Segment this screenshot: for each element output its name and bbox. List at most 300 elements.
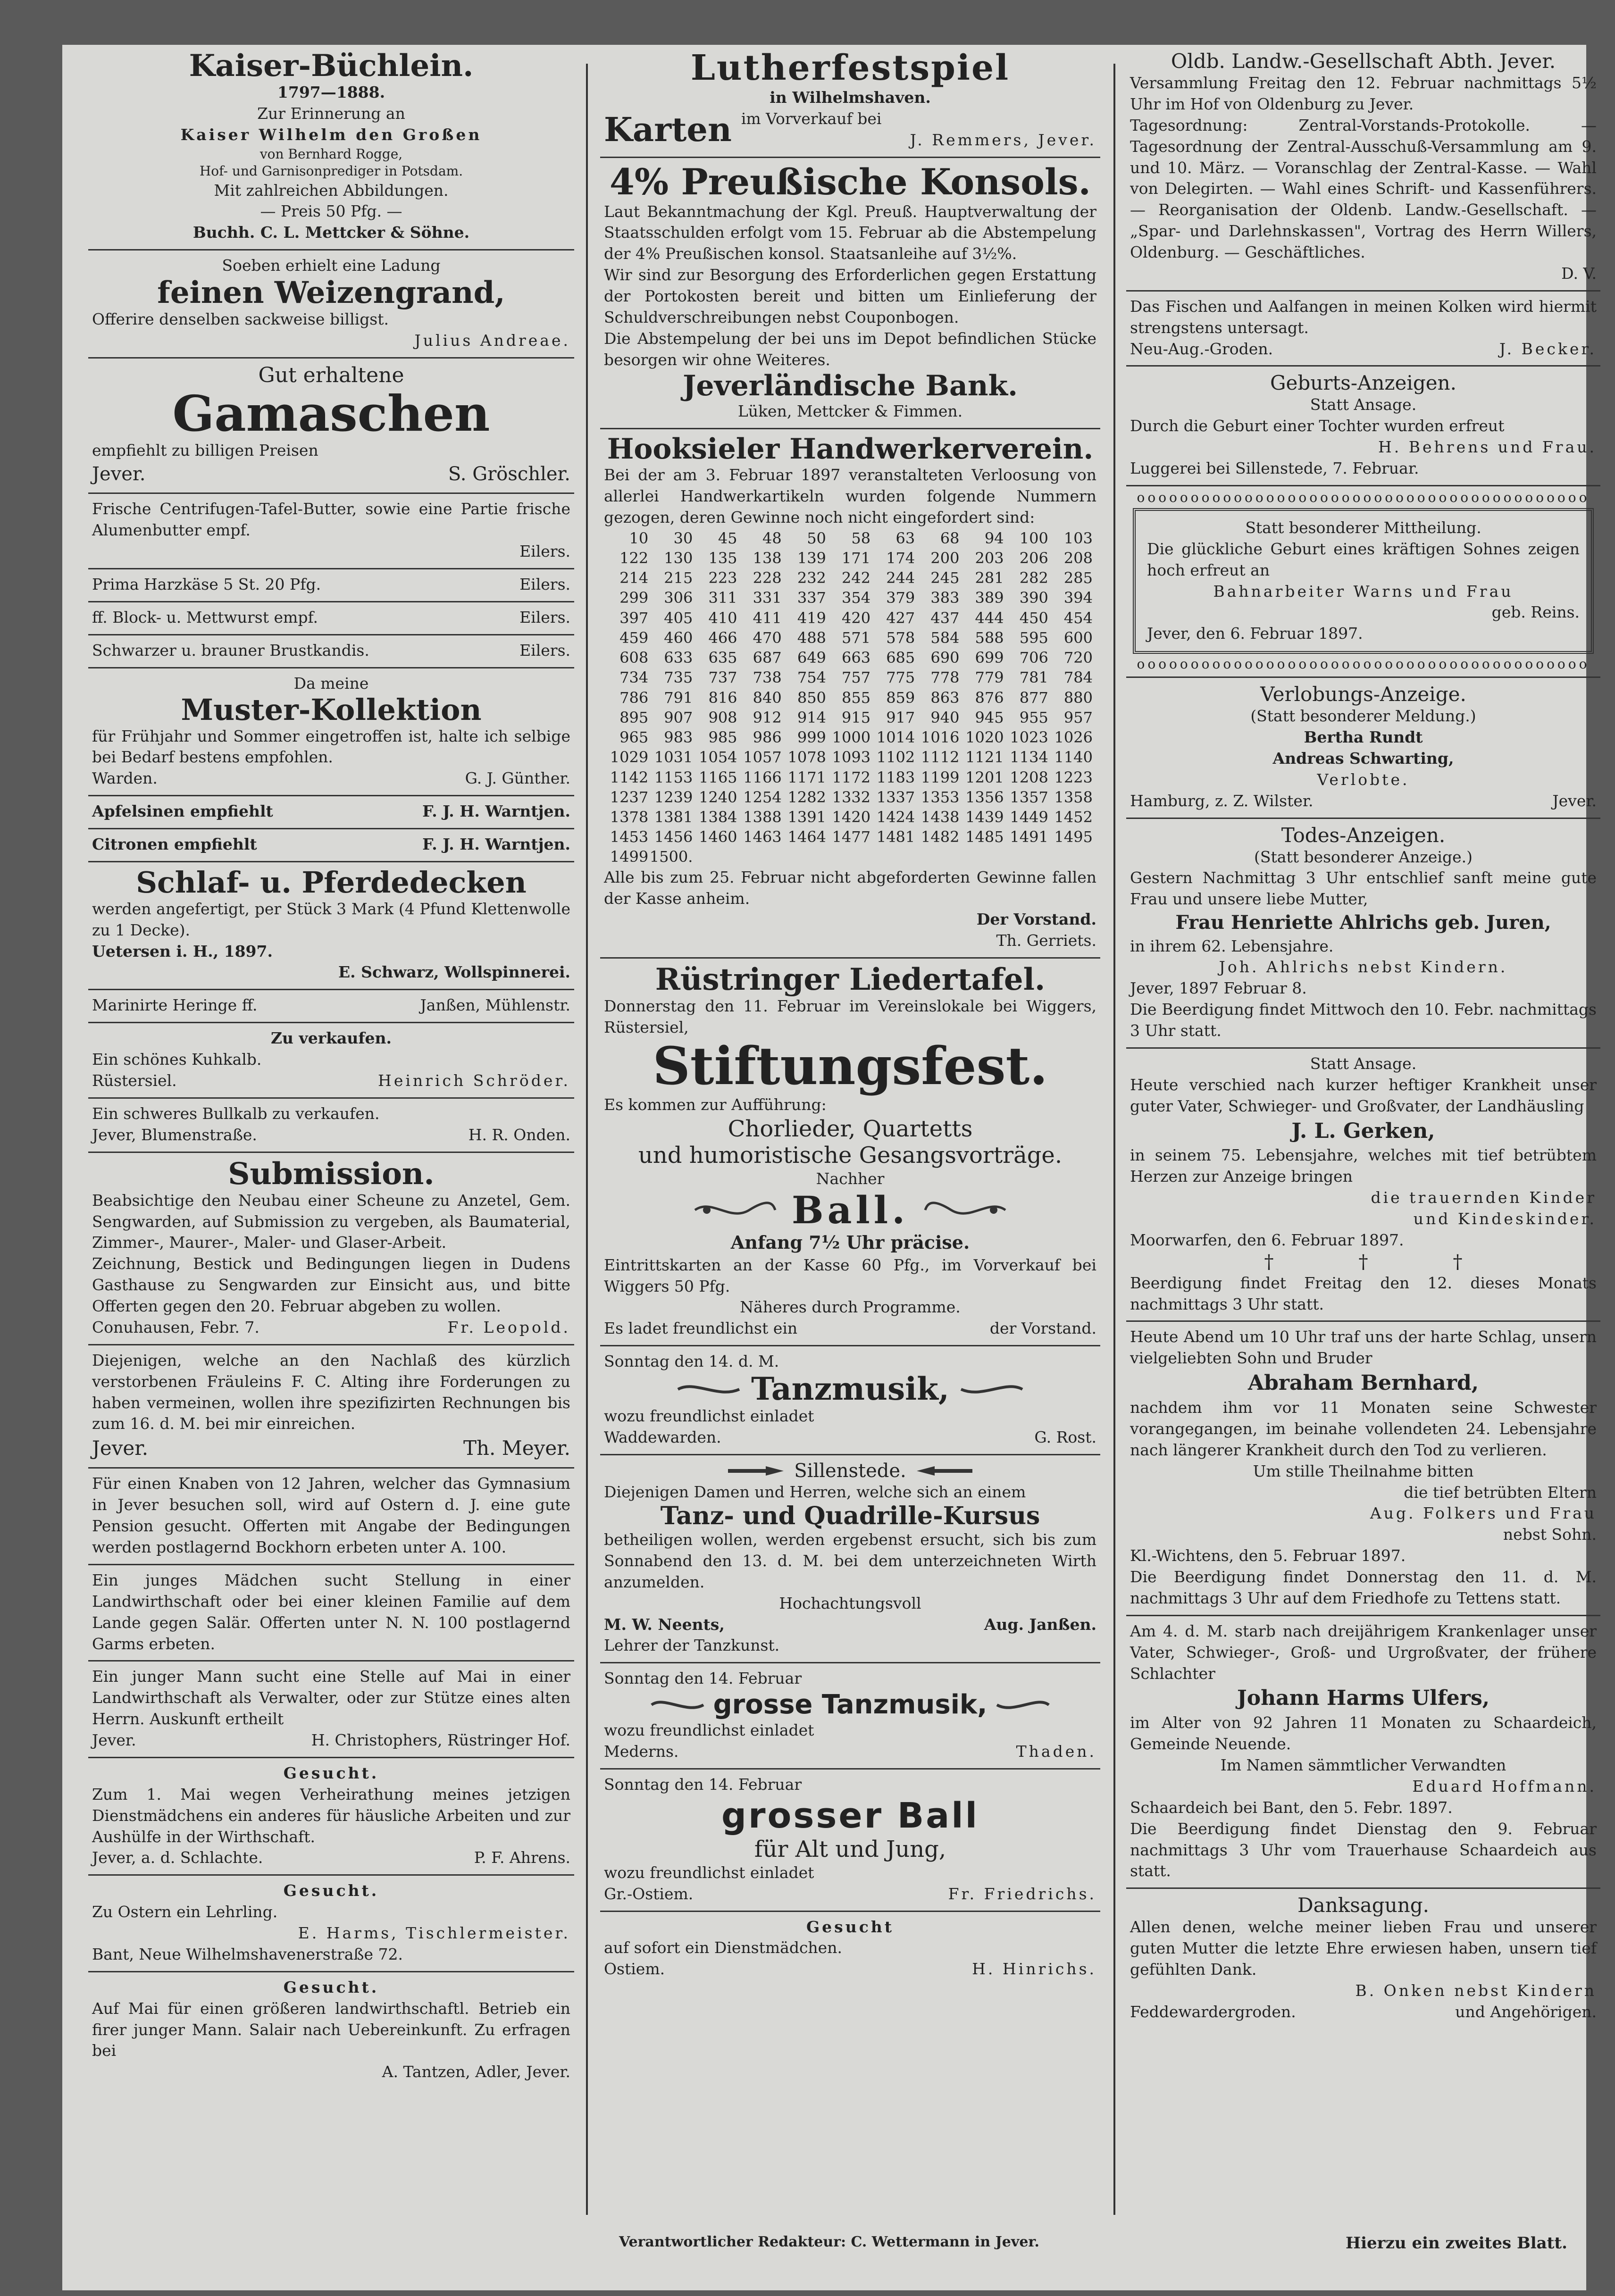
ad-gesucht-dienstmaedchen [88,1758,574,1876]
lottery-number: 791 [664,688,693,707]
lottery-number: 206 [1019,549,1048,567]
ad-title: Tanzmusik, [751,1370,949,1408]
lottery-number: 1449 [1010,808,1048,826]
lottery-number: 1171 [787,768,826,786]
lottery-number: 460 [664,628,693,647]
lottery-number: 1208 [1010,768,1048,786]
lottery-number: 1102 [876,748,915,767]
lottery-number: 1000 [832,728,871,747]
ad-place: Moorwarfen, den 6. Februar 1897. [1130,1230,1404,1249]
lottery-number: 410 [708,609,737,627]
lottery-number: 1499 [610,848,649,866]
ad-signature: Fr. Friedrichs. [948,1884,1096,1903]
ad-signature: Th. Gerriets. [996,931,1096,950]
lottery-number: 1121 [965,748,1004,767]
lottery-number: 908 [708,708,737,726]
ad-text: Schwarzer u. brauner Brustkandis. [92,641,369,660]
ad-line: Es ladet freundlichst ein [604,1319,798,1338]
ad-tanzmusik-waddewarden [600,1346,1100,1455]
ad-title: Lutherfestspiel [690,48,1010,88]
lottery-number: 1078 [787,748,826,767]
ad-kuhkalb [88,1023,574,1099]
ad-text: ff. Block- u. Mettwurst empf. [92,608,318,626]
lottery-number: 1332 [832,788,871,806]
ad-heading: Gesucht. [283,1978,379,1996]
lottery-number: 985 [708,728,737,747]
ad-text: Für einen Knaben von 12 Jahren, welcher das Gymnasium in Jever besuchen soll, wird auf Ostern d. J. eine gute Pension gesucht. Offerten mit Angabe der Bedingungen werden postlagernd Bockhorn erbeten unter A. 100. [92,1474,570,1557]
ad-text: in seinem 75. Lebensjahre, welches mit tief betrübtem Herzen zur Anzeige bringen [1130,1146,1597,1186]
lottery-number: 139 [797,549,826,567]
lottery-number: 397 [619,609,649,627]
lottery-number: 877 [1019,688,1048,707]
lottery-number: 1481 [876,828,915,846]
lottery-number: 10 [629,529,649,547]
lottery-number: 1054 [699,748,737,767]
ad-signature: H. R. Onden. [468,1125,570,1144]
cross-icon: † [1358,1251,1368,1273]
ad-line: Es kommen zur Aufführung: [604,1095,827,1114]
ad-line: wozu freundlichst einladet [604,1407,814,1426]
lottery-number: 245 [930,569,960,587]
lottery-number: 242 [842,569,871,587]
lottery-number: 1199 [921,768,960,786]
lottery-number: 208 [1063,549,1093,567]
ad-text: Ein schönes Kuhkalb. [92,1050,262,1069]
lottery-number: 1020 [965,728,1004,747]
ad-title: grosse Tanzmusik, [713,1689,987,1720]
ad-line: Soeben erhielt eine Ladung [222,256,441,275]
ad-gesucht-junger-mann [88,1972,574,2088]
lottery-number: 1424 [876,808,915,826]
lottery-number: 30 [673,529,693,547]
lottery-number: 608 [619,649,649,667]
ad-signature: und Kindeskinder. [1413,1209,1597,1228]
ad-line: wozu freundlichst einladet [604,1863,814,1882]
ad-signature: Buchh. C. L. Mettcker & Söhne. [192,223,470,242]
ornament-right-icon [995,1695,1051,1714]
ad-geburts-anzeigen [1126,367,1600,486]
lottery-number: 816 [708,688,737,707]
ad-title: Jeverländische Bank. [683,369,1018,402]
ad-place: Jever. [92,463,146,485]
lottery-number: 880 [1063,688,1093,707]
lottery-number: 1112 [921,748,960,767]
lottery-number: 389 [975,589,1004,607]
ad-name: Frau Henriette Ahlrichs geb. Juren, [1175,911,1551,934]
ad-text: Eintrittskarten an der Kasse 60 Pfg., im Vorverkauf bei Wiggers 50 Pfg. [604,1255,1096,1295]
newspaper-page [62,45,1597,2290]
crosses [1130,1251,1597,1273]
ad-text: Bei der am 3. Februar 1897 veranstalteten Verloosung von allerlei Handwerkartikeln wurden folgende Nummern gezogen, deren Gewinne noch nicht eingefordert sind: [604,466,1096,526]
ad-text: Ein junges Mädchen sucht Stellung in einer Landwirthschaft oder bei einer kleinen Familie auf dem Lande gegen Salär. Offerten unter N. N. 100 postlagernd Garms erbeten. [92,1570,570,1653]
ad-line: Näheres durch Programme. [740,1298,961,1317]
lottery-number: 1201 [965,768,1004,786]
lottery-number: 390 [1019,589,1048,607]
ornament-left-icon [676,1380,742,1399]
lottery-number: 174 [886,549,915,567]
lottery-number: 244 [886,569,915,587]
lottery-number: 94 [984,529,1004,547]
ad-grosser-ball-ostiem [600,1770,1100,1912]
lottery-number: 203 [975,549,1004,567]
lottery-number: 1237 [610,788,649,806]
lottery-number: 1134 [1010,748,1048,767]
lottery-number: 738 [753,668,782,687]
ad-signature: Th. Meyer. [463,1436,570,1460]
lottery-number: 1166 [743,768,782,786]
ad-signature: G. Rost. [1034,1428,1096,1447]
ad-line: Mit zahlreichen Abbildungen. [214,181,449,200]
ad-signature: Eilers. [519,542,570,561]
pointing-hand-left-icon [916,1464,972,1478]
ad-signature: Aug. Folkers und Frau [1370,1504,1597,1523]
lottery-number: 690 [930,649,960,667]
ad-place: Jever. [92,1731,136,1750]
ad-signature: und Angehörigen. [1455,2002,1597,2021]
ad-place: Jever, Blumenstraße. [92,1125,257,1144]
ad-signature: Janßen, Mühlenstr. [420,996,570,1015]
ad-place: Jever, den 6. Februar 1897. [1147,624,1363,643]
ad-text: Zum 1. Mai wegen Verheirathung meines jetzigen Dienstmädchens ein anderes für häusliche Arbeiten und zur Aushülfe in der Wirthschaft. [92,1785,570,1846]
ad-place: Jever. [1552,791,1597,810]
ad-text: Donnerstag den 11. Februar im Vereinslokale bei Wiggers, Rüstersiel, [604,997,1096,1037]
lottery-number: 450 [1019,609,1048,627]
ad-line: Anfang 7½ Uhr präcise. [730,1231,970,1253]
ad-signature: Der Vorstand. [976,910,1096,929]
ad-title: Oldb. Landw.-Gesellschaft Abth. Jever. [1171,50,1556,73]
lottery-number: 405 [664,609,693,627]
lottery-number: 633 [664,649,693,667]
ad-fischen-verbot [1126,292,1600,367]
lottery-number: 444 [975,609,1004,627]
ornament-right-icon [923,1198,1008,1222]
ad-signature: Heinrich Schröder. [378,1071,570,1090]
ad-signature: geb. Reins. [1491,603,1580,622]
ad-maedchen-stellung [88,1565,574,1662]
ad-line: Statt Ansage. [1310,1054,1417,1073]
ad-title: Submission. [228,1156,435,1192]
lottery-number: 63 [895,529,915,547]
ad-heading: Geburts-Anzeigen. [1270,371,1456,395]
ad-signature: Bahnarbeiter Warns und Frau [1213,582,1514,601]
lottery-number: 1391 [787,808,826,826]
ad-butter [88,494,574,569]
lottery-number: 955 [1019,708,1048,726]
column-middle [600,45,1100,2224]
lottery-number: 1357 [1010,788,1048,806]
lottery-number: 912 [753,708,782,726]
lottery-number: 200 [930,549,960,567]
ad-signature: Eilers. [519,608,570,626]
ad-title: Ball. [791,1187,909,1232]
ad-address: Bant, Neue Wilhelmshavenerstraße 72. [92,1945,403,1963]
lottery-number: 1031 [654,748,693,767]
lottery-number: 734 [619,668,649,687]
lottery-number: 1353 [921,788,960,806]
ad-date: Sonntag den 14. Februar [604,1775,802,1794]
ad-signature: nebst Sohn. [1503,1525,1597,1544]
ad-signature: S. Gröschler. [448,463,570,485]
lottery-number: 1165 [699,768,737,786]
ad-place: Waddewarden. [604,1428,721,1447]
lottery-number: 68 [940,529,960,547]
ad-line: Kaiser Wilhelm den Großen [180,125,482,144]
ad-todes-gerken [1126,1049,1600,1322]
lottery-number: 1223 [1054,768,1093,786]
lottery-number: 1358 [1054,788,1093,806]
lottery-number: 786 [619,688,649,707]
lottery-number: 135 [708,549,737,567]
ad-gamaschen [88,359,574,494]
lottery-number: 784 [1063,668,1093,687]
ad-line: Gut erhaltene [258,363,404,387]
ad-date: Sonntag den 14. d. M. [604,1352,779,1371]
ad-todes-ulfers [1126,1616,1600,1889]
lottery-number: 215 [664,569,693,587]
ad-heading: Zu verkaufen. [270,1029,392,1048]
column-rule [1113,64,1115,2215]
lottery-number: 663 [842,649,871,667]
lottery-number: 737 [708,668,737,687]
lottery-number: 1016 [921,728,960,747]
lottery-number: 917 [886,708,915,726]
lottery-number: 470 [753,628,782,647]
ad-name: Bertha Rundt [1304,728,1423,746]
lottery-number: 354 [842,589,871,607]
lottery-number: 1356 [965,788,1004,806]
ad-place: Gr.-Ostiem. [604,1884,694,1903]
column-left [88,45,574,2224]
lottery-number: 706 [1019,649,1048,667]
lottery-number: 419 [797,609,826,627]
column-right [1126,45,1600,2224]
lottery-number: 699 [975,649,1004,667]
ad-todes-bernhard [1126,1322,1600,1616]
ad-text: Die Beerdigung findet Mittwoch den 10. Febr. nachmittags 3 Uhr statt. [1130,1000,1597,1040]
ad-signature: D. V. [1561,264,1597,283]
ad-text: Wir sind zur Besorgung des Erforderlichen gegen Erstattung der Portokosten bereit und bitten um Einlieferung der Schuldverschreibungen nebst Couponbogen. [604,266,1096,326]
ad-line: Im Namen sämmtlicher Verwandten [1220,1756,1506,1774]
ad-ruestringer-liedertafel [600,959,1100,1346]
ad-text: Heute verschied nach kurzer heftiger Krankheit unser guter Vater, Schwieger- und Großvater, der Landhäusling [1130,1075,1597,1115]
lottery-number: 420 [842,609,871,627]
ad-text: werden angefertigt, per Stück 3 Mark (4 Pfund Klettenwolle zu 1 Decke). [92,899,570,939]
ad-text: Allen denen, welche meiner lieben Frau und unserer guten Mutter die letzte Ehre erwiesen haben, unsern tief gefühlten Dank. [1130,1918,1597,1979]
ad-heading: Gesucht [806,1917,895,1936]
ad-title: Muster-Kollektion [181,692,482,727]
lottery-number: 1014 [876,728,915,747]
lottery-number: 122 [619,549,649,567]
lottery-number: 427 [886,609,915,627]
ad-signature: Eduard Hoffmann. [1412,1777,1597,1795]
ad-signature: Eilers. [519,575,570,594]
lottery-number: 1452 [1054,808,1093,826]
ad-text: Am 4. d. M. starb nach dreijährigem Krankenlager unser Vater, Schwieger-, Groß- und Urgroßvater, der frühere Schlachter [1130,1621,1597,1683]
ad-place: Warden. [92,769,158,788]
dotted-border: oooooooooooooooooooooooooooooooooooooooooo [1137,658,1590,671]
ad-harzkaese [88,569,574,602]
lottery-number: 945 [975,708,1004,726]
ad-text: Das Fischen und Aalfangen in meinen Kolken wird hiermit strengstens untersagt. [1130,297,1597,337]
lottery-number: 1464 [787,828,826,846]
ad-signature: F. J. H. Warntjen. [422,835,570,854]
ad-signature: Aug. Janßen. [984,1615,1096,1634]
lottery-number: 282 [1019,569,1048,587]
ad-place: Jever. [92,1436,149,1460]
lottery-number: 957 [1063,708,1093,726]
lottery-number: 1183 [876,768,915,786]
ad-line: Nachher [816,1169,885,1188]
ad-place: Ostiem. [604,1960,665,1979]
ad-signature: die tief betrübten Eltern [1404,1483,1597,1502]
ad-title: Schlaf- u. Pferdedecken [136,865,527,900]
lottery-number: 1420 [832,808,871,826]
lottery-number: 48 [762,529,782,547]
ad-text: für Frühjahr und Sommer eingetroffen ist, halte ich selbige bei Bedarf bestens empfohlen. [92,726,570,767]
ad-mettwurst [88,602,574,635]
ad-oldb-landw-gesellschaft [1126,45,1600,292]
ad-text: Gestern Nachmittag 3 Uhr entschlief sanft meine gute Frau und unsere liebe Mutter, [1130,868,1597,909]
lottery-number: 454 [1063,609,1093,627]
lottery-number: 1140 [1054,748,1093,767]
ad-signature: Eilers. [519,641,570,660]
ad-text: Frische Centrifugen-Tafel-Butter, sowie eine Partie frische Alumenbutter empf. [92,500,570,540]
ad-text: Diejenigen Damen und Herren, welche sich an einem [604,1483,1026,1502]
bordered-notice [1133,508,1594,654]
lottery-number: 411 [753,609,782,627]
ad-title: Sillenstede. [794,1460,906,1482]
lottery-number: 1093 [832,748,871,767]
lottery-number: 383 [930,589,960,607]
ad-text: im Alter von 92 Jahren 11 Monaten zu Schaardeich, Gemeinde Neuende. [1130,1713,1597,1753]
ad-text: Die glückliche Geburt eines kräftigen Sohnes zeigen hoch erfreut an [1147,539,1580,579]
ad-title: grosser Ball [721,1795,979,1836]
lottery-number: 1460 [699,828,737,846]
ad-line: Statt Ansage. [1310,395,1417,414]
lottery-number: 214 [619,569,649,587]
ad-place: Uetersen i. H., 1897. [92,942,273,960]
lottery-number: 306 [664,589,693,607]
lottery-number: 986 [753,728,782,747]
ad-title: 4% Preußische Konsols. [609,160,1091,203]
lottery-number: 1172 [832,768,871,786]
pointing-hand-right-icon [728,1464,785,1478]
ad-signature: Joh. Ahlrichs nebst Kindern. [1219,958,1508,977]
ad-place: Jever, a. d. Schlachte. [92,1848,263,1867]
footer-editor: Verantwortlicher Redakteur: C. Wettermann in Jever. [619,2234,1039,2250]
ad-signature: E. Schwarz, Wollspinnerei. [338,963,570,982]
ad-text: Durch die Geburt einer Tochter wurden erfreut [1130,417,1505,435]
ad-title: Kaiser-Büchlein. [189,48,474,83]
lottery-number: 757 [842,668,871,687]
ad-place: Neu-Aug.-Groden. [1130,339,1273,358]
lottery-number: 649 [797,649,826,667]
lottery-number: 1026 [1054,728,1093,747]
ad-junger-mann [88,1661,574,1758]
lottery-number: 285 [1063,569,1093,587]
ad-line: von Bernhard Rogge, [259,146,403,162]
ad-name: Abraham Bernhard, [1247,1371,1479,1395]
ad-submission [88,1153,574,1345]
lottery-numbers [604,528,1096,867]
ad-nachlass-alting [88,1345,574,1469]
ad-text: Die Abstempelung der bei uns im Depot befindlichen Stücke besorgen wir ohne Weiteres. [604,329,1096,369]
ad-title: Karten [604,109,732,149]
lottery-number: 1491 [1010,828,1048,846]
ad-signature: B. Onken nebst Kindern [1355,1981,1597,2000]
ad-signature: H. Christophers, Rüstringer Hof. [311,1731,570,1750]
lottery-number: 223 [708,569,737,587]
lottery-number: 588 [975,628,1004,647]
ad-tanzkursus-sillenstede [600,1455,1100,1663]
ad-signature: E. Harms, Tischlermeister. [298,1924,570,1943]
ornament-right-icon [959,1380,1025,1399]
lottery-number: 855 [842,688,871,707]
ad-bullkalb [88,1099,574,1153]
ad-text: Diejenigen, welche an den Nachlaß des kürzlich verstorbenen Fräuleins F. C. Alting ihre Forderungen zu haben vermeinen, wollen ihre spezifizirten Rechnungen bis zum 16. d. M. bei mir einreichen. [92,1351,570,1433]
lottery-number: 584 [930,628,960,647]
ad-preussische-konsols [600,158,1100,430]
ad-signature: Thaden. [1016,1742,1096,1761]
ad-muster-kollektion [88,668,574,796]
ad-signature: J. Remmers, Jever. [910,130,1096,149]
ad-title: Stiftungsfest. [653,1035,1048,1097]
lottery-number: 720 [1063,649,1093,667]
lottery-number: 337 [797,589,826,607]
lottery-number: 999 [797,728,826,747]
lottery-number: 1142 [610,768,649,786]
lottery-number: 859 [886,688,915,707]
lottery-number: 915 [842,708,871,726]
ad-line: Verlobte. [1317,770,1410,789]
ad-line: wozu freundlichst einladet [604,1721,814,1740]
ad-text: Zeichnung, Bestick und Bedingungen liegen in Dudens Gasthause zu Sengwarden zur Einsicht aus, und bitte Offerten gegen den 20. Februar abgeben zu wollen. [92,1254,570,1316]
ad-signature: G. J. Günther. [465,769,570,788]
lottery-number: 138 [753,549,782,567]
ad-title: Tanz- und Quadrille-Kursus [660,1501,1040,1530]
ad-signature: M. W. Neents, [604,1615,725,1634]
ad-title: Hooksieler Handwerkerverein. [607,433,1094,466]
ad-line: im Vorverkauf bei [741,109,882,128]
ad-heading: Danksagung. [1297,1894,1430,1917]
lottery-number: 130 [664,549,693,567]
lottery-number: 50 [807,529,826,547]
lottery-number: 45 [718,529,737,547]
ad-place: Kl.-Wichtens, den 5. Februar 1897. [1130,1546,1406,1565]
lottery-number: 1485 [965,828,1004,846]
lottery-number: 1456 [654,828,693,846]
lottery-number: 58 [851,529,871,547]
lottery-number: 299 [619,589,649,607]
lottery-number: 331 [753,589,782,607]
lottery-number: 228 [753,569,782,587]
ad-text: in ihrem 62. Lebensjahre. [1130,936,1334,955]
lottery-number: 1482 [921,828,960,846]
ad-text: Laut Bekanntmachung der Kgl. Preuß. Hauptverwaltung der Staatsschulden erfolgt vom 15. Februar ab die Abstempelung der 4% Preußischen konsol. Staatsanleihe auf 3½%. [604,202,1096,263]
ad-heringe [88,990,574,1023]
lottery-number: 1453 [610,828,649,846]
lottery-number: 940 [930,708,960,726]
lottery-number: 754 [797,668,826,687]
ad-line: Statt besonderer Mittheilung. [1245,518,1481,537]
lottery-number: 1282 [787,788,826,806]
ad-text: Beabsichtige den Neubau einer Scheune zu Anzetel, Gem. Sengwarden, auf Submission zu vergeben, als Baumaterial, Zimmer-, Maurer-, Maler- und Glaser-Arbeit. [92,1191,570,1252]
ad-place: Jever, 1897 Februar 8. [1130,979,1307,998]
lottery-number: 1463 [743,828,782,846]
lottery-number: 895 [619,708,649,726]
lottery-number: 983 [664,728,693,747]
lottery-number: 781 [1019,668,1048,687]
